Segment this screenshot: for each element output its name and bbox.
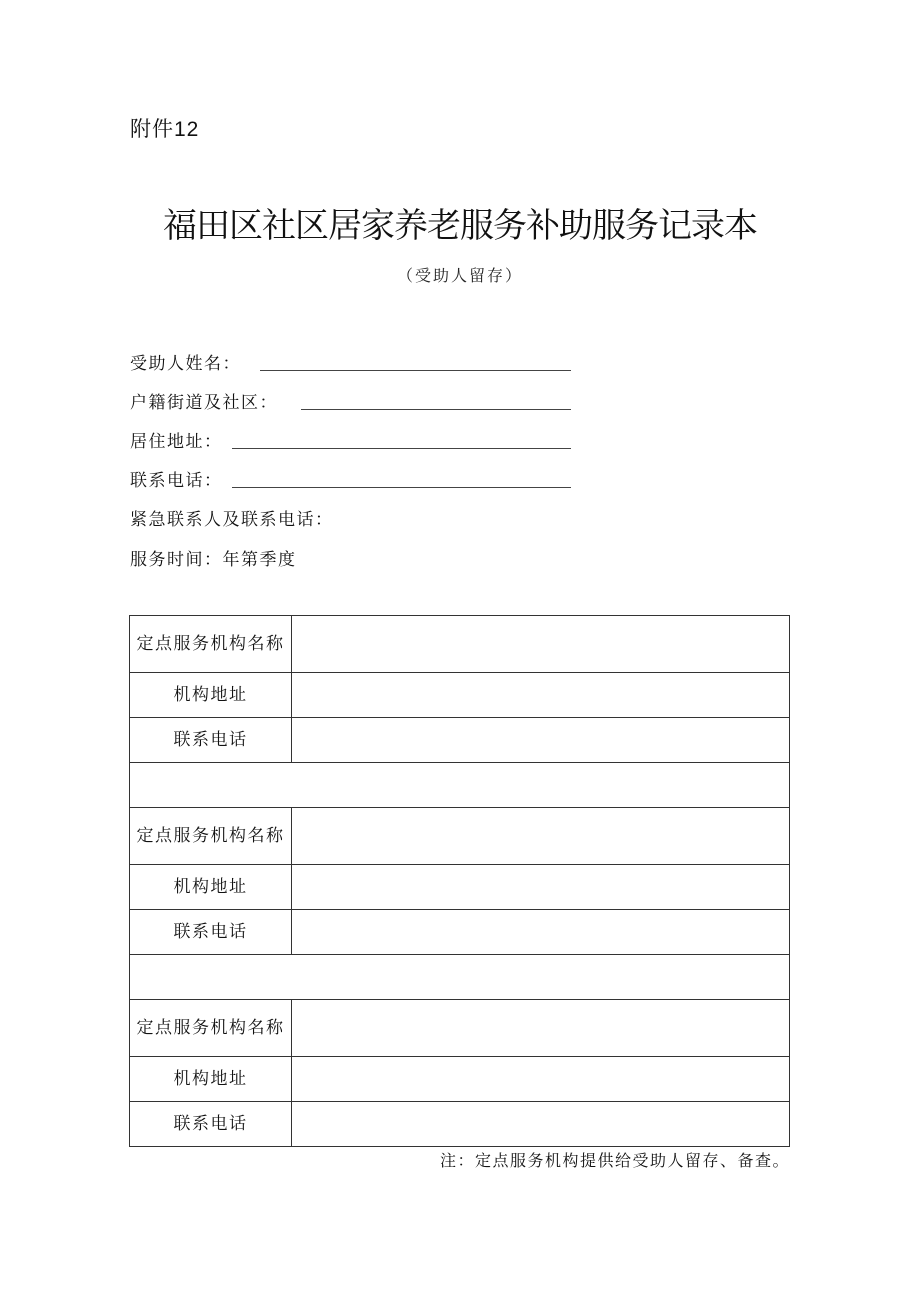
table-row	[130, 1000, 790, 1057]
field-phone	[130, 466, 223, 491]
field-phone-label: 联系电话：	[130, 471, 223, 491]
field-hukou	[130, 388, 278, 413]
institution-phone-label: 联系电话	[130, 1102, 292, 1147]
table-row	[130, 616, 790, 673]
separator-cell	[130, 763, 790, 808]
table-row	[130, 865, 790, 910]
table-row	[130, 1102, 790, 1147]
field-recipient-name-label: 受助人姓名：	[130, 354, 241, 374]
document-title: 福田区社区居家养老服务补助服务记录本	[163, 206, 757, 246]
institution-name-label: 定点服务机构名称	[130, 808, 292, 865]
table-row	[130, 1057, 790, 1102]
separator-cell	[130, 955, 790, 1000]
institution-phone-cell[interactable]	[292, 910, 790, 955]
institution-address-cell[interactable]	[292, 673, 790, 718]
institution-phone-label: 联系电话	[130, 718, 292, 763]
table-row	[130, 808, 790, 865]
institution-name-cell[interactable]	[292, 1000, 790, 1057]
document-subtitle: （受助人留存）	[396, 266, 523, 285]
institution-name-cell[interactable]	[292, 616, 790, 673]
field-hukou-label: 户籍街道及社区：	[130, 393, 278, 413]
field-address-label: 居住地址：	[130, 432, 223, 452]
institution-phone-label: 联系电话	[130, 910, 292, 955]
institution-name-label: 定点服务机构名称	[130, 616, 292, 673]
table-separator-row	[130, 955, 790, 1000]
field-emergency-contact-label: 紧急联系人及联系电话：	[130, 510, 334, 530]
institution-name-cell[interactable]	[292, 808, 790, 865]
field-hukou-line[interactable]	[301, 409, 571, 410]
institution-address-cell[interactable]	[292, 1057, 790, 1102]
institution-address-label: 机构地址	[130, 865, 292, 910]
footnote: 注：定点服务机构提供给受助人留存、备查。	[439, 1151, 790, 1170]
field-phone-line[interactable]	[232, 487, 571, 488]
field-recipient-name-line[interactable]	[260, 370, 571, 371]
service-institution-table	[129, 615, 790, 1147]
field-service-time-label: 服务时间：年第季度	[130, 550, 297, 570]
field-address-line[interactable]	[232, 448, 571, 449]
institution-address-label: 机构地址	[130, 673, 292, 718]
institution-phone-cell[interactable]	[292, 718, 790, 763]
institution-phone-cell[interactable]	[292, 1102, 790, 1147]
institution-address-cell[interactable]	[292, 865, 790, 910]
table-separator-row	[130, 763, 790, 808]
table-row	[130, 673, 790, 718]
institution-address-label: 机构地址	[130, 1057, 292, 1102]
institution-name-label: 定点服务机构名称	[130, 1000, 292, 1057]
table-row	[130, 718, 790, 763]
field-recipient-name	[130, 349, 241, 374]
field-emergency-contact	[130, 505, 334, 530]
field-address	[130, 427, 223, 452]
field-service-time	[130, 545, 297, 570]
table-row	[130, 910, 790, 955]
attachment-label: 附件12	[130, 118, 200, 141]
